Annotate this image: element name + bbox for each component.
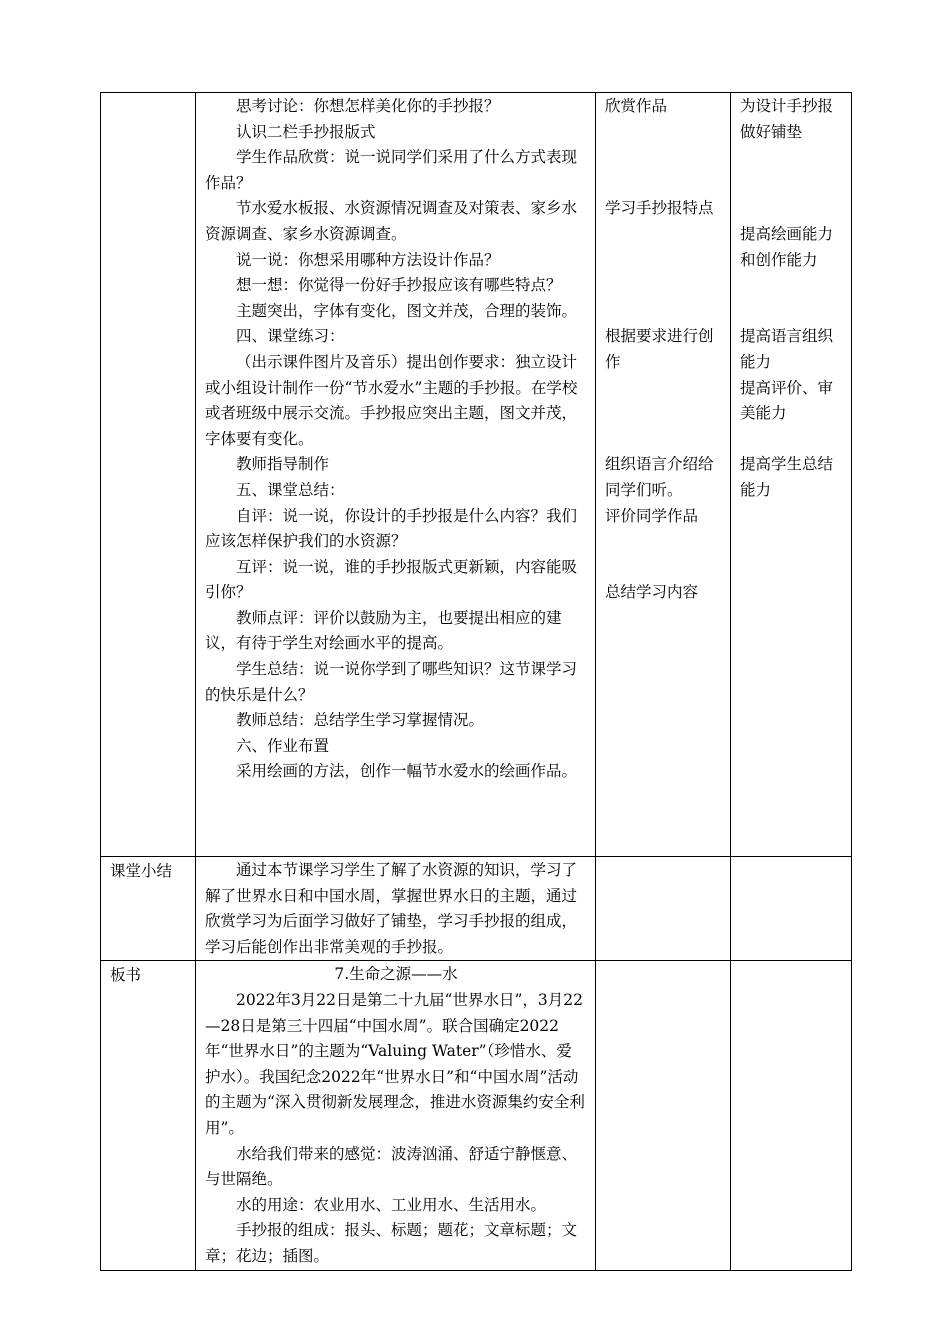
- peer-review-line: 互评：说一说，谁的手抄报版式更新颖，内容能吸引你？: [205, 557, 578, 602]
- empty-cell: [731, 961, 852, 1270]
- student-activity-item: 欣赏作品: [605, 97, 668, 115]
- discussion-line: 思考讨论：你想怎样美化你的手抄报？: [236, 97, 500, 115]
- empty-cell: [596, 961, 731, 1270]
- row-label-cell: [101, 93, 196, 857]
- layout-line: 认识二栏手抄报版式: [236, 122, 376, 141]
- table-row-summary: [101, 857, 852, 961]
- summary-label: 课堂小结: [110, 862, 173, 880]
- board-content-cell: [196, 961, 596, 1270]
- board-line: 2022年3月22日是第二十九届“世界水日”，3月22—28日是第三十四届“中国水周”。联合国确定2022年“世界水日”的主题为“Valuing Water”（珍惜水、爱护水）。我国纪念2022年“世界水日”和“中国水周”活动的主题为“深入贯彻新发展理念，推进水资源集约安全利用”。: [205, 990, 585, 1137]
- design-intent-item: 为设计手抄报做好铺垫: [740, 97, 834, 141]
- student-activity-item: 学习手抄报特点: [605, 199, 714, 218]
- table-row-board: [101, 961, 852, 1270]
- board-line: 水的用途：农业用水、工业用水、生活用水。: [236, 1195, 547, 1214]
- teaching-process-cell: [196, 93, 596, 857]
- appreciation-line: 学生作品欣赏：说一说同学们采用了什么方式表现作品？: [205, 148, 578, 192]
- teacher-summary-line: 教师总结：总结学生学习掌握情况。: [236, 711, 485, 730]
- design-intent-cell: [731, 93, 852, 857]
- say-line: 说一说：你想采用哪种方法设计作品？: [236, 250, 500, 269]
- board-label: 板书: [110, 966, 142, 985]
- student-activity-item: 评价同学作品: [605, 506, 699, 525]
- teacher-review-line: 教师点评：评价以鼓励为主，也要提出相应的建议，有待于学生对绘画水平的提高。: [205, 608, 562, 653]
- row-label-cell: [101, 857, 196, 961]
- student-activity-item: 总结学习内容: [605, 583, 699, 602]
- think-line: 想一想：你觉得一份好手抄报应该有哪些特点？: [236, 276, 562, 295]
- practice-heading: 四、课堂练习：: [236, 327, 345, 346]
- design-intent-item: 提高评价、审美能力: [740, 378, 834, 423]
- homework-line: 采用绘画的方法，创作一幅节水爱水的绘画作品。: [236, 762, 578, 781]
- lesson-plan-table: [100, 92, 852, 1271]
- features-line: 主题突出，字体有变化，图文并茂，合理的装饰。: [236, 301, 578, 320]
- summary-text: 通过本节课学习学生了解了水资源的知识，学习了解了世界水日和中国水周，掌握世界水日的主题，通过欣赏学习为后面学习做好了铺垫，学习手抄报的组成，学习后能创作出非常美观的手抄报。: [205, 861, 578, 956]
- self-review-line: 自评：说一说，你设计的手抄报是什么内容？我们应该怎样保护我们的水资源？: [205, 506, 578, 551]
- board-line: 手抄报的组成：报头、标题；题花；文章标题；文章；花边；插图。: [205, 1221, 578, 1265]
- design-intent-item: 提高学生总结能力: [740, 455, 834, 499]
- homework-heading: 六、作业布置: [236, 736, 330, 755]
- summary-content-cell: [196, 857, 596, 961]
- board-line: 水给我们带来的感觉：波涛汹涌、舒适宁静惬意、与世隔绝。: [205, 1144, 578, 1189]
- examples-line: 节水爱水板报、水资源情况调查及对策表、家乡水资源调查、家乡水资源调查。: [205, 199, 578, 243]
- row-label-cell: [101, 961, 196, 1270]
- design-intent-item: 提高语言组织能力: [740, 327, 834, 371]
- student-summary-line: 学生总结：说一说你学到了哪些知识？这节课学习的快乐是什么？: [205, 660, 578, 704]
- requirements-line: （出示课件图片及音乐）提出创作要求：独立设计或小组设计制作一份“节水爱水”主题的手抄报。在学校或者班级中展示交流。手抄报应突出主题，图文并茂，字体要有变化。: [205, 352, 578, 448]
- student-activity-item: 组织语言介绍给同学们听。: [605, 455, 714, 499]
- summary-heading: 五、课堂总结：: [236, 480, 345, 499]
- student-activity-item: 根据要求进行创作: [605, 327, 714, 371]
- empty-cell: [731, 857, 852, 961]
- table-row-activities: [101, 93, 852, 857]
- guidance-line: 教师指导制作: [236, 455, 330, 474]
- design-intent-item: 提高绘画能力和创作能力: [740, 224, 834, 269]
- board-title: 7.生命之源——水: [334, 965, 458, 984]
- student-activity-cell: [596, 93, 731, 857]
- empty-cell: [596, 857, 731, 961]
